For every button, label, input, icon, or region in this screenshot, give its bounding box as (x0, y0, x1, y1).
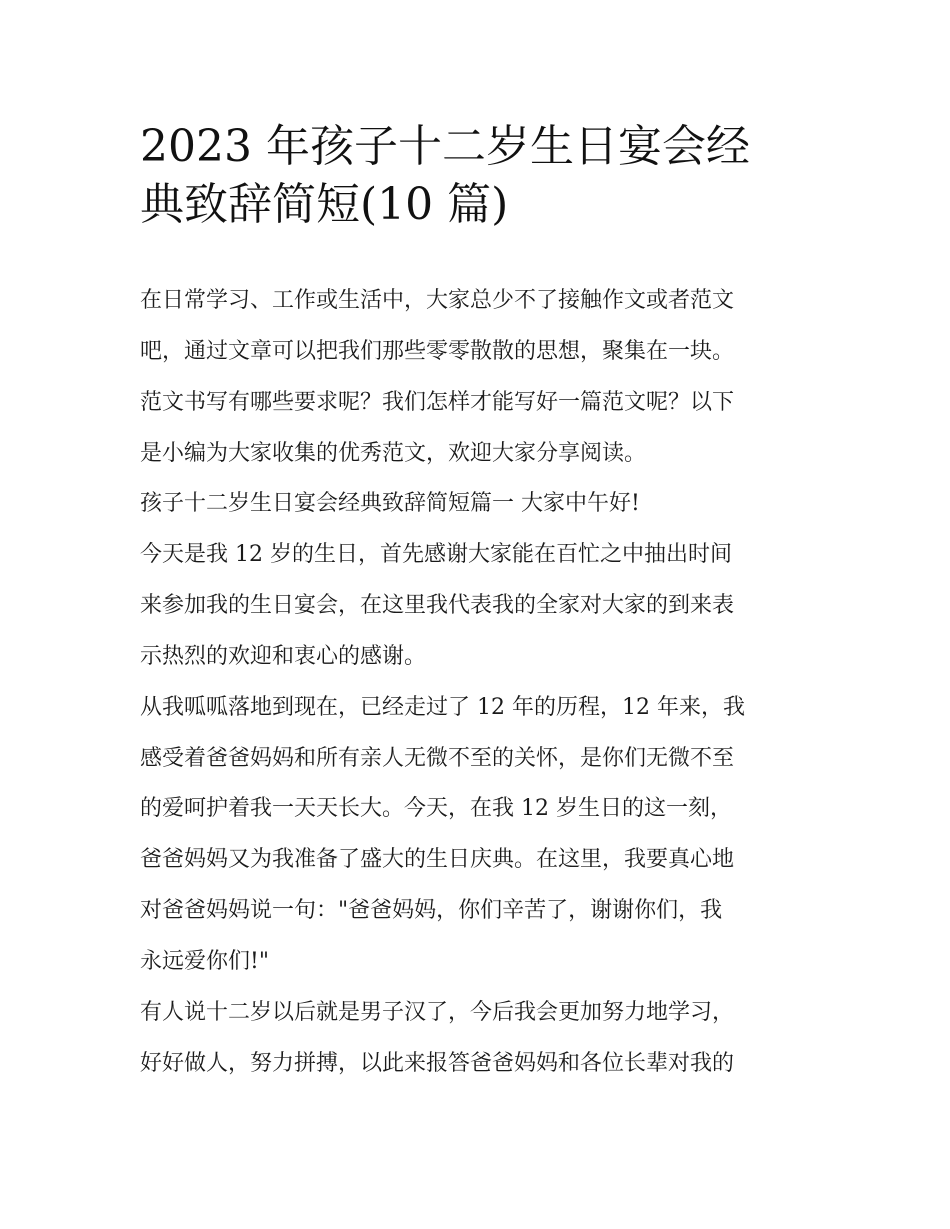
body-line: 感受着爸爸妈妈和所有亲人无微不至的关怀，是你们无微不至 (140, 746, 735, 771)
document-title (140, 118, 820, 234)
body-line: 永远爱你们!" (140, 949, 269, 974)
body-line: 在日常学习、工作或生活中，大家总少不了接触作文或者范文 (140, 288, 735, 313)
body-line: 是小编为大家收集的优秀范文，欢迎大家分享阅读。 (140, 441, 647, 466)
body-line: 范文书写有哪些要求呢？我们怎样才能写好一篇范文呢？以下 (140, 390, 735, 415)
body-line: 有人说十二岁以后就是男子汉了，今后我会更加努力地学习， (140, 1000, 735, 1025)
body-line: 的爱呵护着我一天天长大。今天，在我 12 岁生日的这一刻， (140, 796, 732, 821)
section-heading-line: 孩子十二岁生日宴会经典致辞简短篇一 大家中午好! (140, 491, 640, 516)
body-line: 示热烈的欢迎和衷心的感谢。 (140, 644, 427, 669)
body-line: 今天是我 12 岁的生日，首先感谢大家能在百忙之中抽出时间 (140, 542, 732, 567)
body-line: 对爸爸妈妈说一句："爸爸妈妈，你们辛苦了，谢谢你们，我 (140, 898, 723, 923)
title-line: 典致辞简短(10 篇) (140, 179, 509, 230)
body-line: 爸爸妈妈又为我准备了盛大的生日庆典。在这里，我要真心地 (140, 847, 735, 872)
body-line: 来参加我的生日宴会，在这里我代表我的全家对大家的到来表 (140, 593, 735, 618)
title-line: 2023 年孩子十二岁生日宴会经 (140, 121, 750, 172)
body-line: 吧，通过文章可以把我们那些零零散散的思想，聚集在一块。 (140, 339, 735, 364)
body-line: 好好做人，努力拼搏，以此来报答爸爸妈妈和各位长辈对我的 (140, 1051, 735, 1076)
body-line: 从我呱呱落地到现在，已经走过了 12 年的历程，12 年来，我 (140, 695, 745, 720)
